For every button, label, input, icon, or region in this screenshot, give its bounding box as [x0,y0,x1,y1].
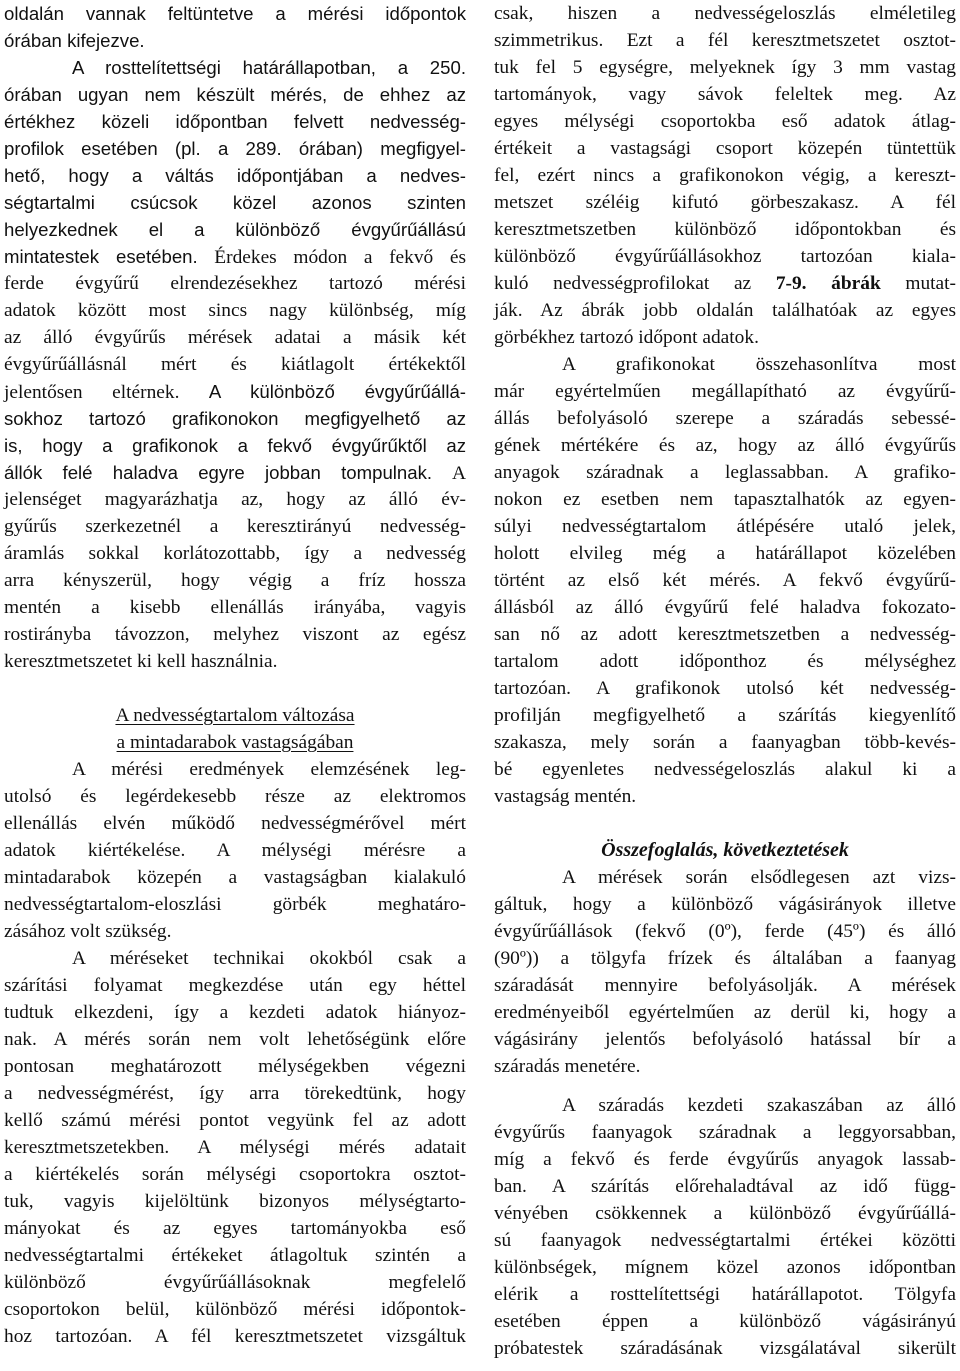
text-line: áramlás sokkal korlátozottabb, így a nedvesség [4,543,466,564]
text-line: ferde évgyűrű elrendezésekhez tartozó mérési [4,273,466,294]
text-line: gének mértékére és az, hogy az álló évgyűrűs [494,435,956,456]
text-line: sokhoz tartozó grafikonokon megfigyelhető az [4,408,466,429]
text-line [4,378,466,405]
section-heading [4,702,466,756]
heading-line: a mintadarabok vastagságában [116,732,354,753]
heading-line: Összefoglalás, következtetések [601,839,849,861]
text-line: tartományok, vagy sávok feleltek meg. Az [494,84,956,105]
text-line: már egyértelműen megállapítható az évgyűrű- [494,381,956,402]
text-line: vágásirány jelentős befolyásoló hatással bír a [494,1029,956,1050]
text-fragment: A különböző évgyűrűállá- [208,381,466,402]
text-line: értékhez közeli időpontban felvett nedvesség- [4,111,466,132]
text-line: súlyi nedvességtartalom átlépésére utaló jelek, [494,516,956,537]
text-line: adatok kiértékelése. A mélységi mérésre a [4,840,466,861]
text-line: mányokat és az egyes tartományokba eső [4,1218,466,1239]
text-line: mentén a kisebb ellenállás irányába, vagyis [4,597,466,618]
text-fragment: mintatestek esetében. [4,246,198,267]
text-line: különbségek, mígnem közel azonos időpontban [494,1257,956,1278]
text-line: A mérési eredmények elemzésének leg- [72,759,466,780]
text-line: történt az első két mérés. A fekvő évgyűrű- [494,570,956,591]
paragraph [4,405,466,486]
text-line: évgyűrűállásnál mért és kiátlagolt értékektől [4,354,466,375]
text-line: értékeit a vastagsági csoport közepén tüntettük [494,138,956,159]
paragraph [494,351,956,810]
text-line: gyűrűs szerkezetnél a keresztirányú nedvesség- [4,516,466,537]
text-line: tudtuk elkezdeni, így a kezdeti adatok hiányoz- [4,1002,466,1023]
text-line: ban. A szárítás előrehaladtával az idő függ- [494,1176,956,1197]
text-line: helyezkednek el a különböző évgyűrűállású [4,219,466,240]
text-line: szimmetrikus. Ezt a fél keresztmetszetet osztot- [494,30,956,51]
text-line: a nedvességmérést, így arra törekedtünk, hogy [4,1083,466,1104]
text-line: tartozóan. A grafikonok utolsó két nedvesség- [494,678,956,699]
text-fragment: A [452,463,467,484]
text-line: állásból az álló évgyűrű felé haladva fokozato- [494,597,956,618]
text-line: tartalom adott időponthoz és mélységhez [494,651,956,672]
text-line: adatok között most sincs nagy különbség, míg [4,300,466,321]
text-line: A mérések során elsődlegesen azt vizs- [562,867,956,888]
left-column [4,0,466,1350]
text-line: hoz tartozóan. A fél keresztmetszetet vizsgáltuk [4,1326,466,1347]
text-line: különböző évgyűrűállásoknak megfelelő [4,1272,466,1293]
text-line: profilok esetében (pl. a 289. órában) megfigyel- [4,138,466,159]
text-line: próbatestek száradásának vizsgálatával sikerült [494,1338,956,1359]
text-line [4,243,466,270]
text-line: órában kifejezve. [4,30,145,51]
text-line: utolsó és legérdekesebb része az elektromos [4,786,466,807]
text-line: keresztmetszetet ki kell használnia. [4,651,278,672]
text-line: vastagság mentén. [494,786,637,807]
paragraph [4,756,466,945]
right-column [494,0,956,1362]
paragraph [494,1092,956,1362]
paragraph [4,270,466,405]
spacer [494,810,956,837]
text-line: míg a fekvő és ferde évgyűrűs anyagok lassab- [494,1149,956,1170]
text-fragment: állók felé haladva egyre jobban tompulnak. [4,462,433,483]
text-line: metszet széléig kifutó görbeszakasz. A fél [494,192,956,213]
text-line: anyagok száradnak a leglassabban. A grafiko- [494,462,956,483]
text-line: nedvességtartalom-eloszlási görbék meghatáro- [4,894,466,915]
text-fragment: Érdekes módon a fekvő és [214,247,467,268]
text-fragment: kuló nedvességprofilokat az [494,273,776,294]
text-line: keresztmetszetekben. A mélységi mérés adatait [4,1137,466,1158]
text-line: ségtartalmi csúcsok közel azonos szinten [4,192,466,213]
text-line: gáltuk, hogy a különböző vágásirányok illetve [494,894,956,915]
text-line: egyes mélységi csoportokba eső adatok átlag- [494,111,956,132]
text-line: az álló évgyűrűs mérések adatai a másik két [4,327,466,348]
section-heading [494,837,956,864]
figure-reference: 7-9. ábrák [775,273,881,294]
text-line: évgyűrűállások (fekvő (0º), ferde (45º) és álló [494,921,956,942]
text-line: A méréseket technikai okokból csak a [72,948,466,969]
text-line: csoportokon belül, különböző mérési időpontok- [4,1299,466,1320]
text-line: tuk fel 5 egységre, melyeknek így 3 mm vastag [494,57,956,78]
text-line: ellenállás elvén működő nedvességmérővel mért [4,813,466,834]
text-line: oldalán vannak feltüntetve a mérési időpontok [4,3,466,24]
text-line [494,270,956,297]
text-line: nokon ez esetben nem tapasztalhatók az egyen- [494,489,956,510]
text-line [4,459,466,486]
text-line: tuk, vagyis kijelöltünk bizonyos mélységtarto- [4,1191,466,1212]
text-line: A grafikonokat összehasonlítva most [562,354,956,375]
text-line: A száradás kezdeti szakaszában az álló [562,1095,956,1116]
text-line: állás befolyásoló szerepe a száradás sebessé- [494,408,956,429]
text-line: vényében csökkennek a különböző évgyűrűállá- [494,1203,956,1224]
text-line: is, hogy a grafikonok a fekvő évgyűrűktől az [4,435,466,456]
text-line: holott elvileg még a határállapot közelében [494,543,956,564]
text-line: ják. Az ábrák jobb oldalán találhatóak az egyes [494,300,956,321]
text-line: száradás menetére. [494,1056,641,1077]
heading-line: A nedvességtartalom változása [115,705,355,726]
paragraph [494,0,956,351]
text-line: száradását mennyire befolyásolják. A mérések [494,975,956,996]
text-line: eredményeiből egyértelműen az derül ki, hogy a [494,1002,956,1023]
text-line: szárítási folyamat megkezdése után egy héttel [4,975,466,996]
text-line: (90º)) a tölgyfa frízek és általában a faanyag [494,948,956,969]
text-line: szakasza, mely során a faanyagban több-kevés- [494,732,956,753]
spacer [494,1080,956,1092]
text-line: fel, ezért nincs a grafikonokon végig, a kereszt- [494,165,956,186]
paragraph [4,945,466,1350]
text-line: órában ugyan nem készült mérés, de ehhez az [4,84,466,105]
text-line: nedvességtartalmi értékeket átlagoltuk szintén a [4,1245,466,1266]
text-line: sú faanyagok nedvességtartalmi értékei közötti [494,1230,956,1251]
text-line: san nő az adott keresztmetszetben a nedvesség- [494,624,956,645]
text-line: görbékhez tartozó időpont adatok. [494,327,759,348]
spacer [4,675,466,702]
text-fragment: mutat- [880,273,957,294]
text-line: elérik a rosttelítettségi határállapotot. Tölgyfa [494,1284,956,1305]
text-line: bé egyenletes nedvességeloszlás alakul ki a [494,759,956,780]
text-fragment: jelentősen eltérnek. [4,382,180,403]
text-line: jelenséget magyarázhatja az, hogy az álló év- [4,489,466,510]
text-line: zásához volt szükség. [4,921,172,942]
text-line: A rosttelítettségi határállapotban, a 250. [72,57,466,78]
text-line: profilján megfigyelhető a szárítás kiegyenlítő [494,705,956,726]
text-line: évgyűrűs faanyagok száradnak a leggyorsabban, [494,1122,956,1143]
text-line: mintadarabok közepén a vastagságban kialakuló [4,867,466,888]
text-line: nak. A mérés során nem volt lehetőségünk előre [4,1029,466,1050]
text-line: pontosan meghatározott mélységekben végezni [4,1056,466,1077]
text-line: különböző évgyűrűállásokhoz tartozóan kiala- [494,246,956,267]
text-line: esetében éppen a különböző vágásirányú [494,1311,956,1332]
paragraph [4,486,466,675]
paragraph [494,864,956,1080]
text-line: hető, hogy a váltás időpontjában a nedves- [4,165,466,186]
text-line: kellő számú mérési pontot vegyünk fel az adott [4,1110,466,1131]
text-line: rostirányba távozzon, melyhez viszont az egész [4,624,466,645]
text-line: arra kényszerül, hogy végig a fríz hossza [4,570,466,591]
text-line: csak, hiszen a nedvességeloszlás elméletileg [494,3,956,24]
paragraph [4,0,466,270]
text-line: a kiértékelés során mélységi csoportokra osztot- [4,1164,466,1185]
text-line: keresztmetszetben különböző időpontokban és [494,219,956,240]
